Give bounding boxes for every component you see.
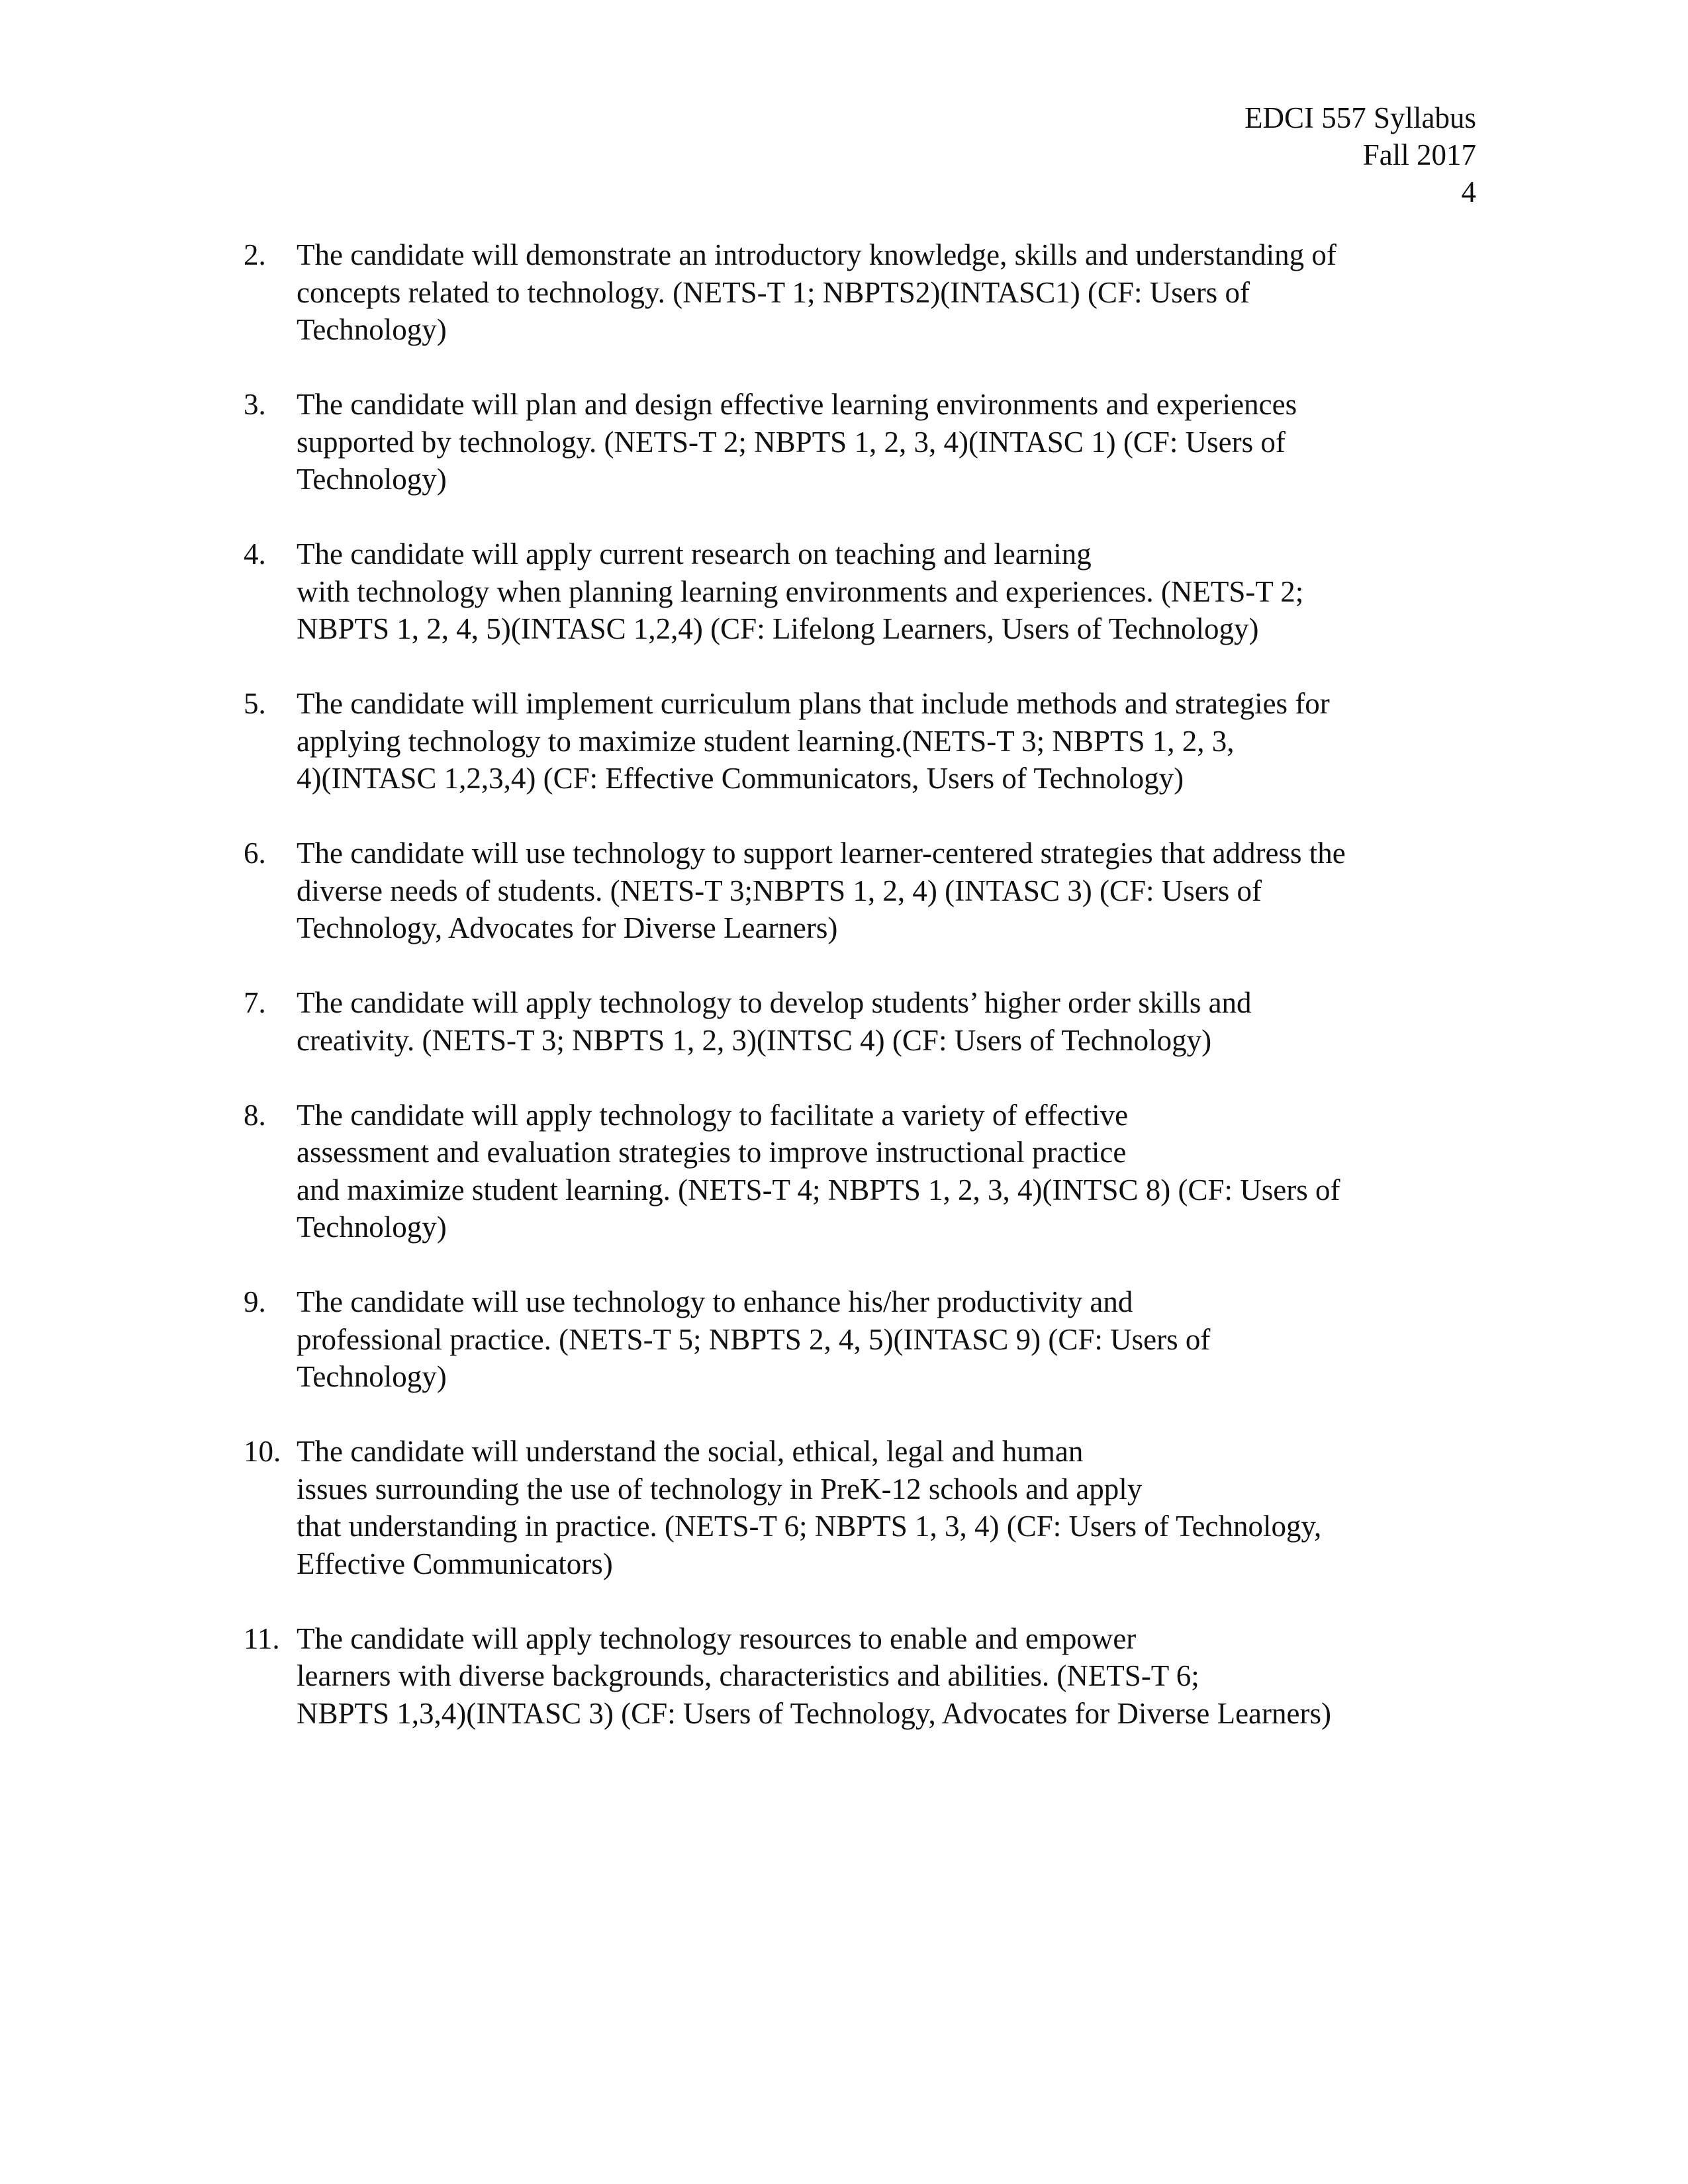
objective-line: assessment and evaluation strategies to improve instructional practice <box>297 1136 1127 1169</box>
objective-line: The candidate will implement curriculum plans that include methods and strategies for <box>297 687 1330 720</box>
objective-item <box>244 236 1495 349</box>
objective-line: The candidate will apply technology to facilitate a variety of effective <box>297 1098 1129 1132</box>
objective-line: The candidate will use technology to support learner-centered strategies that address the <box>297 837 1346 870</box>
objective-text <box>297 984 1495 1059</box>
objective-text <box>297 236 1495 349</box>
objective-item <box>244 1097 1495 1246</box>
objective-number: 9. <box>244 1285 266 1318</box>
objective-line: Technology, Advocates for Diverse Learners) <box>297 911 838 944</box>
objective-text <box>297 1433 1495 1582</box>
objective-line: Technology) <box>297 313 447 346</box>
objective-item <box>244 685 1495 797</box>
course-title: EDCI 557 Syllabus <box>1244 101 1476 134</box>
objective-line: learners with diverse backgrounds, characteristics and abilities. (NETS-T 6; <box>297 1659 1199 1692</box>
objective-text <box>297 1620 1495 1733</box>
objective-number: 10. <box>244 1435 281 1468</box>
objective-item <box>244 835 1495 947</box>
objective-line: applying technology to maximize student learning.(NETS-T 3; NBPTS 1, 2, 3, <box>297 724 1235 758</box>
objective-number: 7. <box>244 986 266 1019</box>
objective-line: The candidate will apply technology resources to enable and empower <box>297 1621 1137 1655</box>
objective-line: The candidate will use technology to enhance his/her productivity and <box>297 1285 1133 1318</box>
term: Fall 2017 <box>1362 138 1476 171</box>
objective-line: Technology) <box>297 463 447 496</box>
objective-text <box>297 835 1495 947</box>
objective-line: The candidate will plan and design effective learning environments and experiences <box>297 388 1297 421</box>
objective-item <box>244 535 1495 648</box>
objective-line: NBPTS 1, 2, 4, 5)(INTASC 1,2,4) (CF: Lifelong Learners, Users of Technology) <box>297 612 1259 645</box>
objective-number: 11. <box>244 1621 280 1655</box>
objective-item <box>244 1433 1495 1582</box>
objective-number: 2. <box>244 238 266 271</box>
objective-line: and maximize student learning. (NETS-T 4; NBPTS 1, 2, 3, 4)(INTSC 8) (CF: Users of <box>297 1173 1340 1206</box>
objective-number: 3. <box>244 388 266 421</box>
objective-item <box>244 1283 1495 1396</box>
objective-text <box>297 535 1495 648</box>
objective-text <box>297 386 1495 498</box>
objective-line: Technology) <box>297 1210 447 1244</box>
objective-number: 6. <box>244 837 266 870</box>
objective-text <box>297 1097 1495 1246</box>
objective-line: that understanding in practice. (NETS-T 6; NBPTS 1, 3, 4) (CF: Users of Technology, <box>297 1510 1322 1543</box>
objective-line: The candidate will demonstrate an introductory knowledge, skills and understanding of <box>297 238 1336 271</box>
objective-number: 4. <box>244 537 266 570</box>
objective-line: supported by technology. (NETS-T 2; NBPTS 1, 2, 3, 4)(INTASC 1) (CF: Users of <box>297 425 1286 459</box>
objective-line: Effective Communicators) <box>297 1547 613 1580</box>
objective-item <box>244 1620 1495 1733</box>
objective-line: professional practice. (NETS-T 5; NBPTS 2, 4, 5)(INTASC 9) (CF: Users of <box>297 1322 1211 1356</box>
objective-line: concepts related to technology. (NETS-T 1; NBPTS2)(INTASC1) (CF: Users of <box>297 275 1250 309</box>
objective-line: creativity. (NETS-T 3; NBPTS 1, 2, 3)(INTSC 4) (CF: Users of Technology) <box>297 1023 1212 1057</box>
objective-text <box>297 1283 1495 1396</box>
objectives-list <box>244 236 1495 1770</box>
objective-line: 4)(INTASC 1,2,3,4) (CF: Effective Communicators, Users of Technology) <box>297 762 1184 795</box>
objective-line: The candidate will apply technology to develop students’ higher order skills and <box>297 986 1252 1019</box>
objective-line: Technology) <box>297 1360 447 1393</box>
objective-line: with technology when planning learning environments and experiences. (NETS-T 2; <box>297 574 1304 608</box>
objective-line: NBPTS 1,3,4)(INTASC 3) (CF: Users of Technology, Advocates for Diverse Learners) <box>297 1696 1331 1730</box>
objective-number: 8. <box>244 1098 266 1132</box>
page-header <box>1244 99 1476 210</box>
objective-item <box>244 386 1495 498</box>
objective-text <box>297 685 1495 797</box>
objective-line: diverse needs of students. (NETS-T 3;NBPTS 1, 2, 4) (INTASC 3) (CF: Users of <box>297 874 1262 907</box>
page-number: 4 <box>1461 175 1476 208</box>
objective-line: The candidate will apply current research on teaching and learning <box>297 537 1092 570</box>
objective-number: 5. <box>244 687 266 720</box>
objective-item <box>244 984 1495 1059</box>
objective-line: issues surrounding the use of technology in PreK-12 schools and apply <box>297 1472 1143 1506</box>
objective-line: The candidate will understand the social, ethical, legal and human <box>297 1435 1084 1468</box>
